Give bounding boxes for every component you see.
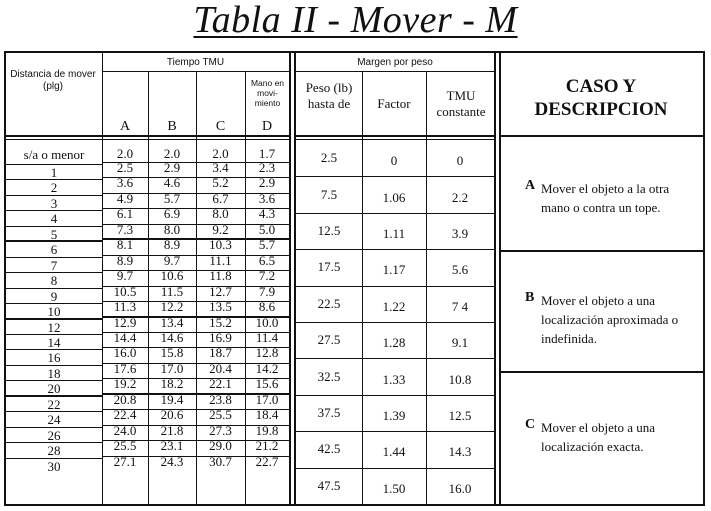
tmu-cell: 3.9 xyxy=(451,226,469,241)
col-line-b xyxy=(196,71,197,504)
value-cell-d: 5.7 xyxy=(258,237,276,253)
distance-label: 3 xyxy=(50,195,58,211)
value-cell-a: 14.4 xyxy=(113,329,137,345)
value-cell-b: 21.8 xyxy=(160,422,184,438)
value-cell-b: 9.7 xyxy=(163,252,181,268)
case-description: Mover el objeto a una localización aproximada o indefinida. xyxy=(541,293,679,346)
weight-row-separator xyxy=(296,395,494,396)
value-cell-d: 8.6 xyxy=(258,299,276,315)
tmu-cell: 5.6 xyxy=(451,262,469,278)
value-cell-d: 17.0 xyxy=(255,391,279,407)
value-cell-c: 29.0 xyxy=(209,438,232,454)
peso-cell: 47.5 xyxy=(317,477,341,493)
caso-panel xyxy=(499,53,703,504)
row-separator-dist xyxy=(6,365,102,366)
row-separator xyxy=(102,208,289,209)
distance-label: 9 xyxy=(50,288,58,304)
row-separator-dist xyxy=(6,226,102,227)
row-separator-dist xyxy=(6,272,102,273)
factor-cell: 1.17 xyxy=(382,262,406,278)
value-cell-b: 5.7 xyxy=(163,190,181,206)
value-cell-b: 10.6 xyxy=(160,268,184,284)
weight-row-separator xyxy=(296,249,494,250)
row-separator-dist xyxy=(6,257,102,258)
value-cell-d: 7.2 xyxy=(258,268,276,284)
distance-label: 30 xyxy=(47,458,61,474)
row-separator-dist xyxy=(6,442,102,443)
column-letter-a: A xyxy=(119,119,131,134)
tmu-cell: 7 4 xyxy=(451,298,469,314)
case-description: Mover el objeto a la otra mano o contra un tope. xyxy=(541,181,670,215)
column-letter-d: D xyxy=(261,119,273,134)
distance-label: 14 xyxy=(47,334,61,350)
value-cell-c: 9.2 xyxy=(212,221,229,237)
col-line-dist xyxy=(102,53,103,504)
col-line-peso xyxy=(362,71,363,504)
value-cell-a: 8.9 xyxy=(116,252,134,268)
value-cell-c: 18.7 xyxy=(209,345,232,361)
value-cell-c: 12.7 xyxy=(209,283,232,299)
value-cell-c: 5.2 xyxy=(212,175,229,191)
row-separator-dist xyxy=(6,349,102,350)
value-cell-a: 10.5 xyxy=(113,283,137,299)
tmu-cell: 16.0 xyxy=(448,480,472,496)
title-text: Tabla II - Mover - M xyxy=(193,0,518,41)
row-separator xyxy=(102,255,289,256)
value-cell-c: 16.9 xyxy=(209,329,232,345)
tiempo-header: Tiempo TMU xyxy=(166,57,225,68)
value-cell-d: 2.3 xyxy=(258,160,276,175)
row-separator-dist xyxy=(6,195,102,196)
value-cell-d: 4.3 xyxy=(258,206,276,222)
margen-underline xyxy=(296,71,494,72)
row-separator xyxy=(102,425,289,426)
value-cell-a: 27.1 xyxy=(113,453,137,469)
value-cell-a: 11.3 xyxy=(113,299,137,315)
panel-divider-3 xyxy=(494,51,496,506)
weight-row-separator xyxy=(296,322,494,323)
row-separator xyxy=(102,347,289,348)
distance-header: Distancia de mover (plg) xyxy=(10,69,96,92)
weight-row-separator xyxy=(296,468,494,469)
value-cell-d: 3.6 xyxy=(258,190,276,206)
factor-cell: 1.06 xyxy=(382,189,406,205)
row-separator xyxy=(102,393,289,395)
tmu-cell: 14.3 xyxy=(448,444,472,460)
value-cell-a: 24.0 xyxy=(113,422,137,438)
value-cell-b: 11.5 xyxy=(160,283,184,299)
value-cell-b: 15.8 xyxy=(160,345,184,361)
case-letter-b: B xyxy=(525,290,535,305)
distance-label: 12 xyxy=(47,319,61,335)
value-cell-b: 23.1 xyxy=(160,438,184,454)
row-separator xyxy=(102,193,289,194)
row-separator xyxy=(102,270,289,271)
value-cell-b: 6.9 xyxy=(163,206,181,222)
row-separator xyxy=(102,301,289,302)
header-bottom-3 xyxy=(501,135,703,137)
weight-row-separator xyxy=(296,213,494,214)
row-separator xyxy=(102,332,289,333)
value-cell-a: 6.1 xyxy=(116,206,134,222)
value-cell-c: 2.0 xyxy=(212,146,229,161)
factor-cell: 1.33 xyxy=(382,371,406,387)
row-separator xyxy=(102,286,289,287)
row-separator-dist xyxy=(6,411,102,412)
row-separator xyxy=(102,440,289,441)
value-cell-d: 12.8 xyxy=(255,345,279,361)
value-cell-c: 22.1 xyxy=(209,376,232,392)
value-cell-d: 10.0 xyxy=(255,314,279,330)
case-description: Mover el objeto a una localización exacta. xyxy=(541,420,656,454)
page-title xyxy=(0,0,711,40)
distance-label: 28 xyxy=(47,443,61,459)
distance-label: 2 xyxy=(50,180,58,196)
value-cell-c: 8.0 xyxy=(212,206,229,222)
weight-row-separator xyxy=(296,176,494,177)
case-letter-a: A xyxy=(525,178,536,193)
row-separator-dist xyxy=(6,318,102,320)
case-divider-1 xyxy=(501,250,703,252)
value-cell-c: 25.5 xyxy=(209,407,232,423)
value-cell-a: 9.7 xyxy=(116,268,134,284)
factor-cell: 1.50 xyxy=(382,480,406,496)
value-cell-d: 5.0 xyxy=(258,221,276,237)
distance-label: 26 xyxy=(47,427,61,443)
row-separator-dist xyxy=(6,210,102,211)
distance-label: 1 xyxy=(50,165,58,180)
value-cell-a: 3.6 xyxy=(116,175,134,191)
value-cell-d: 19.8 xyxy=(255,422,279,438)
distance-label: 6 xyxy=(50,242,58,258)
factor-header: Factor xyxy=(377,96,411,111)
value-cell-c: 3.4 xyxy=(212,160,229,175)
value-cell-a: 4.9 xyxy=(116,190,134,206)
value-cell-d: 21.2 xyxy=(255,438,279,454)
factor-cell: 1.22 xyxy=(382,298,406,314)
panel-divider-2 xyxy=(294,51,296,506)
value-cell-d: 15.6 xyxy=(255,376,279,392)
header-bottom-2b xyxy=(296,139,494,140)
row-separator xyxy=(102,162,289,163)
tmu-cell: 12.5 xyxy=(448,408,472,423)
case-divider-2 xyxy=(501,371,703,373)
row-separator xyxy=(102,177,289,178)
value-cell-a: 17.6 xyxy=(113,360,137,376)
row-separator-dist xyxy=(6,380,102,381)
distance-label: 5 xyxy=(50,226,58,242)
col-line-a xyxy=(148,71,149,504)
value-cell-b: 20.6 xyxy=(160,407,184,423)
distance-label: 4 xyxy=(50,211,58,227)
tmu-cell: 10.8 xyxy=(448,371,472,387)
d-top-header: Mano en movi- miento xyxy=(250,78,285,108)
weight-row-separator xyxy=(296,286,494,287)
value-cell-c: 27.3 xyxy=(209,422,232,438)
row-separator xyxy=(102,316,289,318)
value-cell-c: 30.7 xyxy=(209,453,232,469)
distance-label: 7 xyxy=(50,257,58,273)
distance-label: 24 xyxy=(47,412,61,428)
col-line-c xyxy=(245,71,246,504)
value-cell-a: 16.0 xyxy=(113,345,137,361)
distance-label: 18 xyxy=(47,365,61,381)
peso-cell: 22.5 xyxy=(317,295,341,311)
value-cell-c: 20.4 xyxy=(209,360,232,376)
value-cell-a: 2.0 xyxy=(116,146,134,161)
distance-label: 22 xyxy=(47,396,61,412)
value-cell-b: 2.0 xyxy=(163,146,181,161)
row-separator xyxy=(102,378,289,379)
value-cell-d: 1.7 xyxy=(258,146,276,161)
factor-cell: 1.11 xyxy=(382,226,406,241)
case-letter-c: C xyxy=(525,417,536,432)
factor-cell: 0 xyxy=(390,153,398,169)
peso-cell: 27.5 xyxy=(317,332,341,348)
value-cell-b: 17.0 xyxy=(160,360,184,376)
peso-cell: 42.5 xyxy=(317,441,341,457)
value-cell-a: 12.9 xyxy=(113,314,137,330)
distance-label: 10 xyxy=(47,304,61,320)
factor-cell: 1.44 xyxy=(382,444,406,460)
value-cell-a: 22.4 xyxy=(113,407,137,423)
value-cell-c: 13.5 xyxy=(209,299,232,315)
weight-row-separator xyxy=(296,431,494,432)
row-separator-dist xyxy=(6,179,102,180)
row-separator xyxy=(102,238,289,240)
row-separator-dist xyxy=(6,303,102,304)
value-cell-a: 19.2 xyxy=(113,376,137,392)
value-cell-d: 2.9 xyxy=(258,175,276,191)
col-line-factor xyxy=(426,71,427,504)
value-cell-b: 18.2 xyxy=(160,376,184,392)
value-cell-a: 20.8 xyxy=(113,391,137,407)
value-cell-d: 22.7 xyxy=(255,453,279,469)
tmu-constante-header: TMU constante xyxy=(436,88,486,119)
row-separator-dist xyxy=(6,395,102,397)
margen-header: Margen por peso xyxy=(357,57,433,68)
distance-label: 20 xyxy=(47,381,61,397)
value-cell-c: 10.3 xyxy=(209,237,232,253)
row-separator-dist xyxy=(6,334,102,335)
caso-header: CASO Y DESCRIPCION xyxy=(534,76,668,120)
tmu-cell: 0 xyxy=(456,153,464,169)
peso-cell: 2.5 xyxy=(320,150,338,166)
row-separator-dist xyxy=(6,288,102,289)
factor-cell: 1.28 xyxy=(382,335,406,351)
value-cell-b: 4.6 xyxy=(163,175,181,191)
distance-label: 16 xyxy=(47,350,61,366)
value-cell-b: 13.4 xyxy=(160,314,184,330)
value-cell-b: 19.4 xyxy=(160,391,184,407)
peso-cell: 32.5 xyxy=(317,368,341,384)
peso-cell: 17.5 xyxy=(317,259,341,275)
value-cell-b: 12.2 xyxy=(160,299,184,315)
distance-label: 8 xyxy=(50,273,58,289)
value-cell-b: 8.0 xyxy=(163,221,181,237)
value-cell-b: 8.9 xyxy=(163,237,181,253)
tmu-cell: 2.2 xyxy=(451,189,469,205)
value-cell-b: 14.6 xyxy=(160,329,184,345)
weight-row-separator xyxy=(296,358,494,359)
value-cell-c: 6.7 xyxy=(212,190,229,206)
factor-cell: 1.39 xyxy=(382,408,406,423)
column-letter-b: B xyxy=(167,119,177,134)
value-cell-b: 24.3 xyxy=(160,453,184,469)
value-cell-a: 8.1 xyxy=(116,237,134,253)
value-cell-d: 18.4 xyxy=(255,407,279,423)
row-separator xyxy=(102,409,289,410)
distance-label: s/a o menor xyxy=(23,147,85,162)
row-separator-dist xyxy=(6,458,102,459)
value-cell-c: 23.8 xyxy=(209,391,232,407)
value-cell-d: 6.5 xyxy=(258,252,276,268)
panel-divider-4 xyxy=(499,51,501,506)
peso-header: Peso (lb) hasta de xyxy=(305,80,353,111)
value-cell-a: 7.3 xyxy=(116,221,134,237)
value-cell-c: 11.8 xyxy=(209,268,232,284)
value-cell-d: 7.9 xyxy=(258,283,276,299)
peso-cell: 37.5 xyxy=(317,405,341,420)
value-cell-d: 14.2 xyxy=(255,360,279,376)
margen-peso-panel xyxy=(296,53,494,504)
value-cell-d: 11.4 xyxy=(255,329,279,345)
value-cell-c: 11.1 xyxy=(209,252,232,268)
row-separator-dist xyxy=(6,240,102,242)
value-cell-a: 25.5 xyxy=(113,438,137,454)
tmu-cell: 9.1 xyxy=(451,335,469,351)
peso-cell: 12.5 xyxy=(317,223,341,238)
row-separator xyxy=(102,224,289,225)
value-cell-a: 2.5 xyxy=(116,160,134,175)
row-separator-dist xyxy=(6,427,102,428)
row-separator xyxy=(102,456,289,457)
value-cell-b: 2.9 xyxy=(163,160,181,175)
row-separator xyxy=(102,363,289,364)
panel-divider-1 xyxy=(289,51,291,506)
column-letter-c: C xyxy=(215,119,226,134)
peso-cell: 7.5 xyxy=(320,186,338,202)
value-cell-c: 15.2 xyxy=(209,314,232,330)
row-separator-dist xyxy=(6,164,102,165)
header-bottom-2 xyxy=(296,135,494,137)
